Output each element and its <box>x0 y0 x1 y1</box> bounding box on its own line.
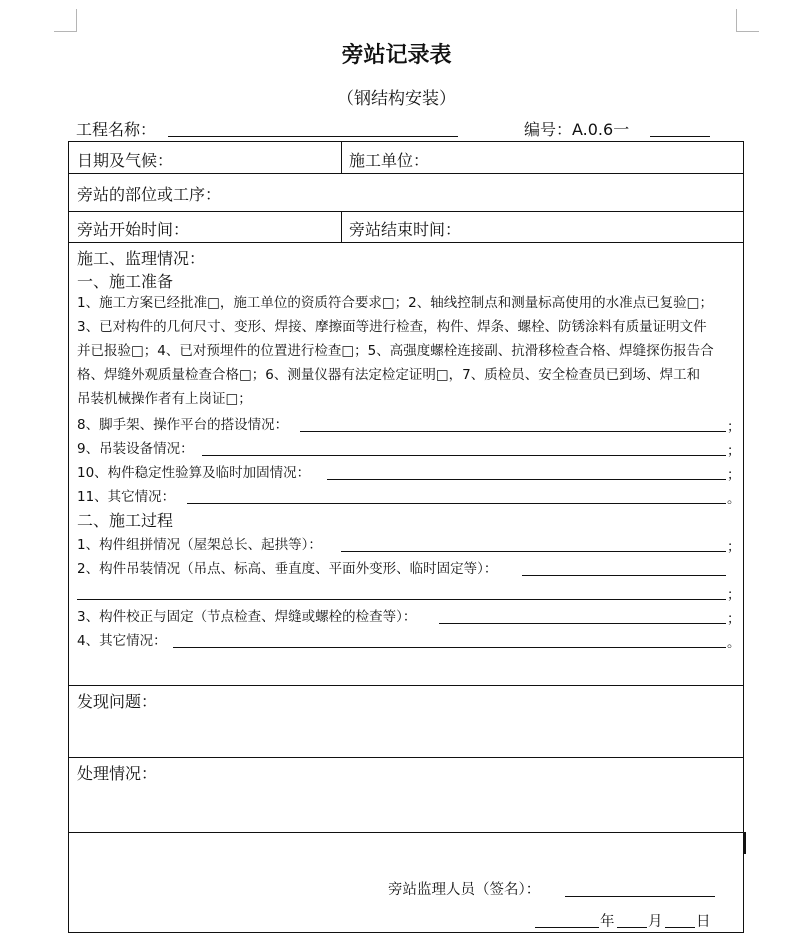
prep-heading: 一、施工准备 <box>77 272 174 291</box>
number-field[interactable] <box>650 136 710 137</box>
process-other-label: 4、其它情况： <box>77 633 167 649</box>
signature-field[interactable] <box>565 896 715 897</box>
day-field[interactable] <box>665 927 695 928</box>
prep-other-field[interactable] <box>187 503 726 504</box>
checklist-line: 3、已对构件的几何尺寸、变形、焊接、摩擦面等进行检查，构件、焊条、螺栓、防锈涂料有质量证明文件 <box>77 319 707 335</box>
line-end: 。 <box>727 491 741 507</box>
scaffold-label: 8、脚手架、操作平台的搭设情况： <box>77 417 289 433</box>
situation-heading: 施工、监理情况： <box>77 249 206 268</box>
correction-field[interactable] <box>439 623 726 624</box>
year-label: 年 <box>600 914 615 930</box>
process-other-field[interactable] <box>173 647 726 648</box>
column-divider <box>341 142 342 173</box>
checklist-line: 并已报验□；4、已对预埋件的位置进行检查□；5、高强度螺栓连接副、抗滑移检查合格、焊缝探伤报告合 <box>77 343 714 359</box>
start-time-label: 旁站开始时间： <box>77 220 190 239</box>
checklist-line: 吊装机械操作者有上岗证□； <box>77 391 252 407</box>
line-end: ； <box>727 443 741 459</box>
construction-unit-label: 施工单位： <box>349 151 430 170</box>
month-field[interactable] <box>617 927 647 928</box>
month-label: 月 <box>648 914 663 930</box>
row-divider <box>69 832 743 833</box>
process-heading: 二、施工过程 <box>77 511 174 530</box>
lifting-equipment-field[interactable] <box>202 455 726 456</box>
text-cursor <box>744 832 746 854</box>
handling-label: 处理情况： <box>77 764 158 783</box>
date-weather-label: 日期及气候： <box>77 151 174 170</box>
correction-label: 3、构件校正与固定（节点检查、焊缝或螺栓的检查等）： <box>77 609 417 625</box>
project-name-label: 工程名称： <box>76 120 157 139</box>
problems-label: 发现问题： <box>77 692 158 711</box>
year-field[interactable] <box>535 927 599 928</box>
hoisting-field[interactable] <box>522 575 726 576</box>
column-divider <box>341 211 342 242</box>
scaffold-field[interactable] <box>300 431 726 432</box>
line-end: ； <box>727 587 741 603</box>
stability-check-label: 10、构件稳定性验算及临时加固情况： <box>77 465 311 481</box>
crop-mark-top-right <box>736 9 759 32</box>
end-time-label: 旁站结束时间： <box>349 220 462 239</box>
page-subtitle: （钢结构安装） <box>337 89 456 109</box>
row-divider <box>69 173 743 174</box>
assembly-field[interactable] <box>341 551 726 552</box>
lifting-equipment-label: 9、吊装设备情况： <box>77 441 194 457</box>
stability-check-field[interactable] <box>327 479 726 480</box>
project-name-field[interactable] <box>168 136 458 137</box>
row-divider <box>69 757 743 758</box>
line-end: ； <box>727 611 741 627</box>
location-label: 旁站的部位或工序： <box>77 185 222 204</box>
hoisting-field-continued[interactable] <box>77 599 726 600</box>
line-end: ； <box>727 467 741 483</box>
signature-label: 旁站监理人员（签名）： <box>388 882 541 898</box>
record-table <box>68 141 744 933</box>
line-end: 。 <box>727 635 741 651</box>
prep-checklist <box>77 291 739 411</box>
row-divider <box>69 211 743 212</box>
day-label: 日 <box>696 914 711 930</box>
prep-other-label: 11、其它情况： <box>77 489 176 505</box>
hoisting-label: 2、构件吊装情况（吊点、标高、垂直度、平面外变形、临时固定等）： <box>77 561 498 577</box>
crop-mark-top-left <box>54 9 77 32</box>
line-end: ； <box>727 539 741 555</box>
page-title: 旁站记录表 <box>341 43 452 68</box>
row-divider <box>69 685 743 686</box>
line-end: ； <box>727 419 741 435</box>
checklist-line: 格、焊缝外观质量检查合格□；6、测量仪器有法定检定证明□，7、质检员、安全检查员已到场、焊工和 <box>77 367 701 383</box>
assembly-label: 1、构件组拼情况（屋架总长、起拱等）： <box>77 537 322 553</box>
row-divider <box>69 242 743 243</box>
checklist-line: 1、施工方案已经批准□，施工单位的资质符合要求□；2、轴线控制点和测量标高使用的水准点已复验□； <box>77 295 713 311</box>
number-label: 编号：A.0.6一 <box>524 120 630 139</box>
